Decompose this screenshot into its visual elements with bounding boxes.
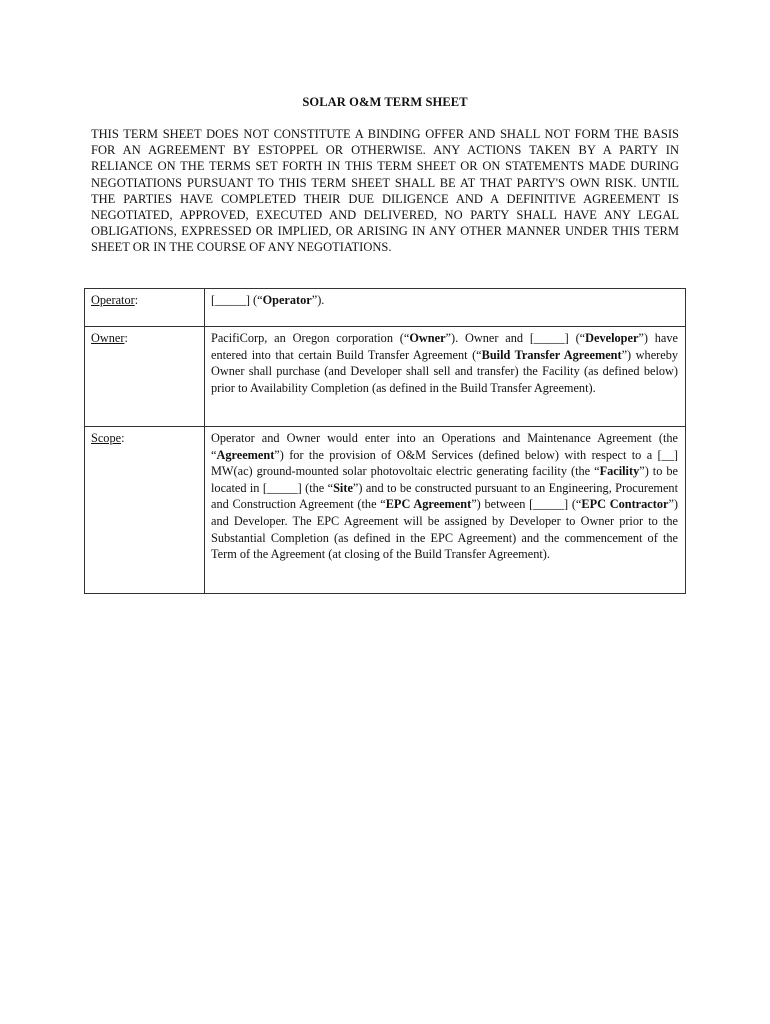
table-row-scope: [85, 427, 686, 594]
row-label-owner: Owner:: [85, 327, 205, 427]
row-label-operator: Operator:: [85, 289, 205, 327]
table-row-owner: [85, 327, 686, 427]
row-label-scope: Scope:: [85, 427, 205, 594]
term-sheet-table: [84, 288, 686, 594]
disclaimer-paragraph: THIS TERM SHEET DOES NOT CONSTITUTE A BINDING OFFER AND SHALL NOT FORM THE BASIS FOR AN AGREEMENT BY ESTOPPEL OR OTHERWISE. ANY ACTIONS TAKEN BY A PARTY IN RELIANCE ON THE TERMS SET FORTH IN THIS TERM SHEET OR ON STATEMENTS MADE DURING NEGOTIATIONS PURSUANT TO THIS TERM SHEET SHALL BE AT THAT PARTY'S OWN RISK. UNTIL THE PARTIES HAVE COMPLETED THEIR DUE DILIGENCE AND A DEFINITIVE AGREEMENT IS NEGOTIATED, APPROVED, EXECUTED AND DELIVERED, NO PARTY SHALL HAVE ANY LEGAL OBLIGATIONS, EXPRESSED OR IMPLIED, OR ARISING IN ANY OTHER MANNER UNDER THIS TERM SHEET OR IN THE COURSE OF ANY NEGOTIATIONS.: [91, 127, 679, 255]
row-body-scope: Operator and Owner would enter into an Operations and Maintenance Agreement (the “Agreement”) for the provision of O&M Services (defined below) with respect to a [__] MW(ac) ground-mounted solar photovoltaic electric generating facility (the “Facility”) to be located in [_____] (the “Site”) and to be constructed pursuant to an Engineering, Procurement and Construction Agreement (the “EPC Agreement”) between [_____] (“EPC Contractor”) and Developer. The EPC Agreement will be assigned by Developer to Owner prior to the Substantial Completion (as defined in the EPC Agreement) and the commencement of the Term of the Agreement (at closing of the Build Transfer Agreement).: [205, 427, 686, 594]
table-row-operator: [85, 289, 686, 327]
row-body-owner: PacifiCorp, an Oregon corporation (“Owner”). Owner and [_____] (“Developer”) have entered into that certain Build Transfer Agreement (“Build Transfer Agreement”) whereby Owner shall purchase (and Developer shall sell and transfer) the Facility (as defined below) prior to Availability Completion (as defined in the Build Transfer Agreement).: [205, 327, 686, 427]
row-body-operator: [_____] (“Operator”).: [205, 289, 686, 327]
document-title: SOLAR O&M TERM SHEET: [302, 95, 468, 109]
